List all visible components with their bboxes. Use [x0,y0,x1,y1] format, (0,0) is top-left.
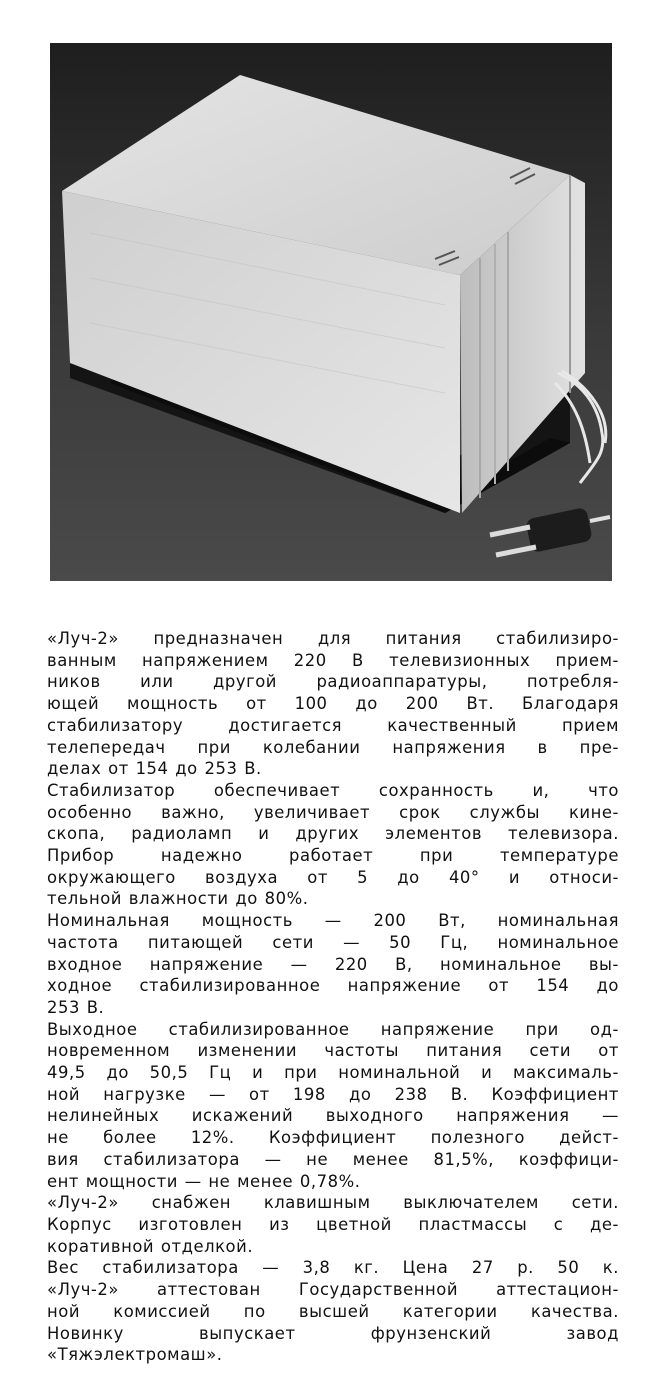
text-line: скопа, радиоламп и других элементов телевизора. [47,824,619,844]
text-line: Новинку выпускает фрунзенский завод [47,1323,619,1343]
text-line: ной комиссией по высшей категории качества. [47,1301,619,1321]
text-line: Выходное стабилизированное напряжение при од- [47,1019,619,1039]
text-line: Номинальная мощность — 200 Вт, номинальная [47,911,619,931]
text-line: ющей мощность от 100 до 200 Вт. Благодаря [47,694,619,714]
text-line: телепередач при колебании напряжения в пре- [47,737,619,757]
product-photo [50,43,612,581]
text-line: частота питающей сети — 50 Гц, номинальное [47,932,619,952]
text-line: вия стабилизатора — не менее 81,5%, коэффици- [47,1149,619,1169]
text-line: тельной влажности до 80%. [47,889,309,909]
article-paragraph [47,780,619,910]
text-line: делах от 154 до 253 В. [47,759,262,779]
article-paragraph [47,1192,619,1257]
text-line: ной нагрузке — от 198 до 238 В. Коэффициент [47,1084,619,1104]
article-paragraph [47,1019,619,1193]
text-line: окружающего воздуха от 5 до 40° и относи- [47,867,619,887]
text-line: новременном изменении частоты питания сети от [47,1041,619,1061]
article-text [47,628,619,1366]
article-paragraph [47,628,619,780]
text-line: ников или другой радиоаппаратуры, потребля- [47,672,619,692]
text-line: входное напряжение — 220 В, номинальное вы- [47,954,619,974]
text-line: Вес стабилизатора — 3,8 кг. Цена 27 р. 50 к. [47,1258,619,1278]
article-paragraph [47,910,619,1019]
text-line: «Луч-2» предназначен для питания стабилизиро- [47,629,619,648]
text-line: нелинейных искажений выходного напряжения — [47,1106,619,1126]
article-paragraph [47,1279,619,1366]
text-line: «Луч-2» снабжен клавишным выключателем сети. [47,1193,619,1213]
text-line: Прибор надежно работает при температуре [47,846,619,866]
text-line: 49,5 до 50,5 Гц и при номинальной и максималь- [47,1063,619,1083]
text-line: стабилизатору достигается качественный прием [47,715,619,735]
text-line: «Луч-2» аттестован Государственной аттестацион- [47,1280,619,1300]
text-line: «Тяжэлектромаш». [47,1345,223,1365]
text-line: не более 12%. Коэффициент полезного дейст- [47,1128,619,1148]
text-line: ванным напряжением 220 В телевизионных прием- [47,650,619,670]
text-line: Стабилизатор обеспечивает сохранность и, что [47,780,619,800]
text-line: ент мощности — не менее 0,78%. [47,1171,361,1191]
text-line: коративной отделкой. [47,1236,254,1256]
text-line: Корпус изготовлен из цветной пластмассы с де- [47,1214,619,1234]
text-line: ходное стабилизированное напряжение от 154 до [47,976,619,996]
text-line: 253 В. [47,997,105,1017]
text-line: особенно важно, увеличивает срок службы кине- [47,802,619,822]
article-paragraph [47,1257,619,1279]
